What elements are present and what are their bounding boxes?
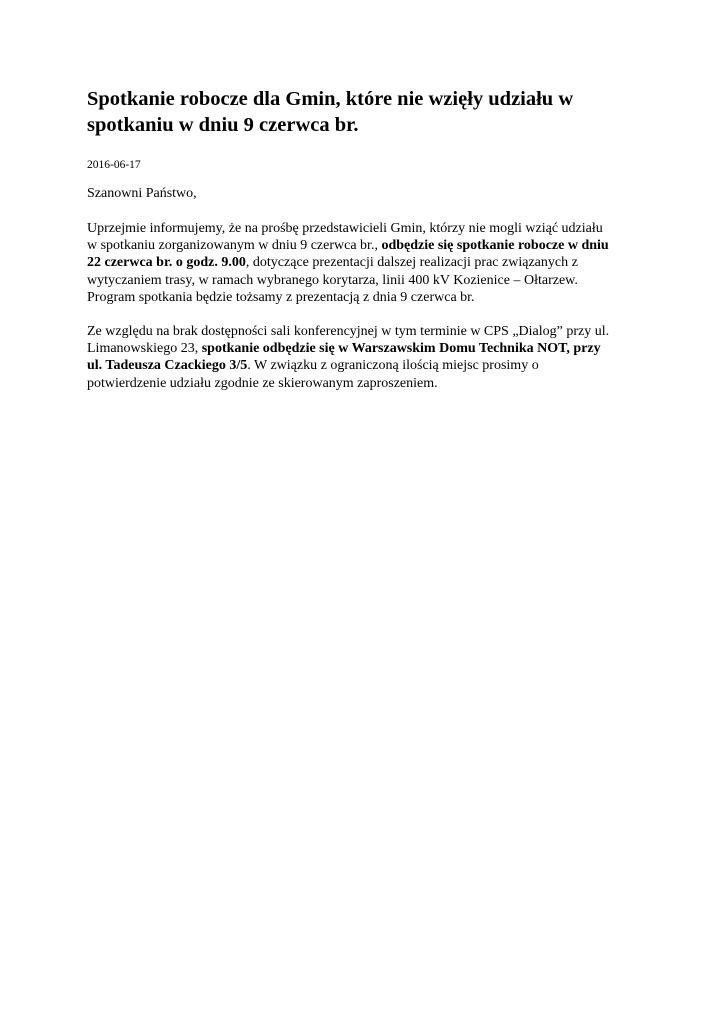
paragraph2-line-3 xyxy=(87,357,647,374)
paragraph2-line-4: potwierdzenie udziału zgodnie ze skierowanym zaproszeniem. xyxy=(87,375,438,391)
paragraph1-bold-text: odbędzie się spotkanie robocze w dniu xyxy=(381,238,609,254)
title-line-2: spotkaniu w dniu 9 czerwca br. xyxy=(87,114,359,136)
paragraph-venue-info xyxy=(87,323,647,392)
paragraph2-text: Limanowskiego 23, xyxy=(87,341,202,357)
title-line-1: Spotkanie robocze dla Gmin, które nie wzięły udziału w xyxy=(87,88,574,110)
paragraph1-text: , dotyczące prezentacji dalszej realizacji prac związanych z xyxy=(245,255,578,271)
paragraph1-line-2 xyxy=(87,237,647,254)
document-title xyxy=(87,86,647,138)
paragraph1-line-3 xyxy=(87,254,647,271)
paragraph2-line-2 xyxy=(87,340,647,357)
venue-bold-text: spotkanie odbędzie się w Warszawskim Domu Technika NOT, przy xyxy=(201,341,601,357)
greeting: Szanowni Państwo, xyxy=(87,186,197,201)
paragraph1-line-1: Uprzejmie informujemy, że na prośbę przedstawicieli Gmin, którzy nie mogli wziąć udziału xyxy=(87,221,603,236)
paragraph1-line-4: wytyczaniem trasy, w ramach wybranego korytarza, linii 400 kV Kozienice – Ołtarzew. xyxy=(87,272,578,288)
meeting-date-time: 22 czerwca br. o godz. 9.00 xyxy=(87,255,246,271)
paragraph1-line-5: Program spotkania będzie tożsamy z prezentacją z dnia 9 czerwca br. xyxy=(87,289,475,305)
paragraph2-text: . W związku z ograniczoną ilością miejsc prosimy o xyxy=(247,358,539,374)
paragraph-meeting-info xyxy=(87,220,647,306)
paragraph2-line-1: Ze względu na brak dostępności sali konferencyjnej w tym terminie w CPS „Dialog” przy ul. xyxy=(87,324,610,340)
venue-address: ul. Tadeusza Czackiego 3/5 xyxy=(87,358,248,374)
publication-date: 2016-06-17 xyxy=(87,159,141,171)
document-page xyxy=(87,86,647,392)
paragraph1-text: w spotkaniu zorganizowanym w dniu 9 czerwca br., xyxy=(87,238,382,254)
